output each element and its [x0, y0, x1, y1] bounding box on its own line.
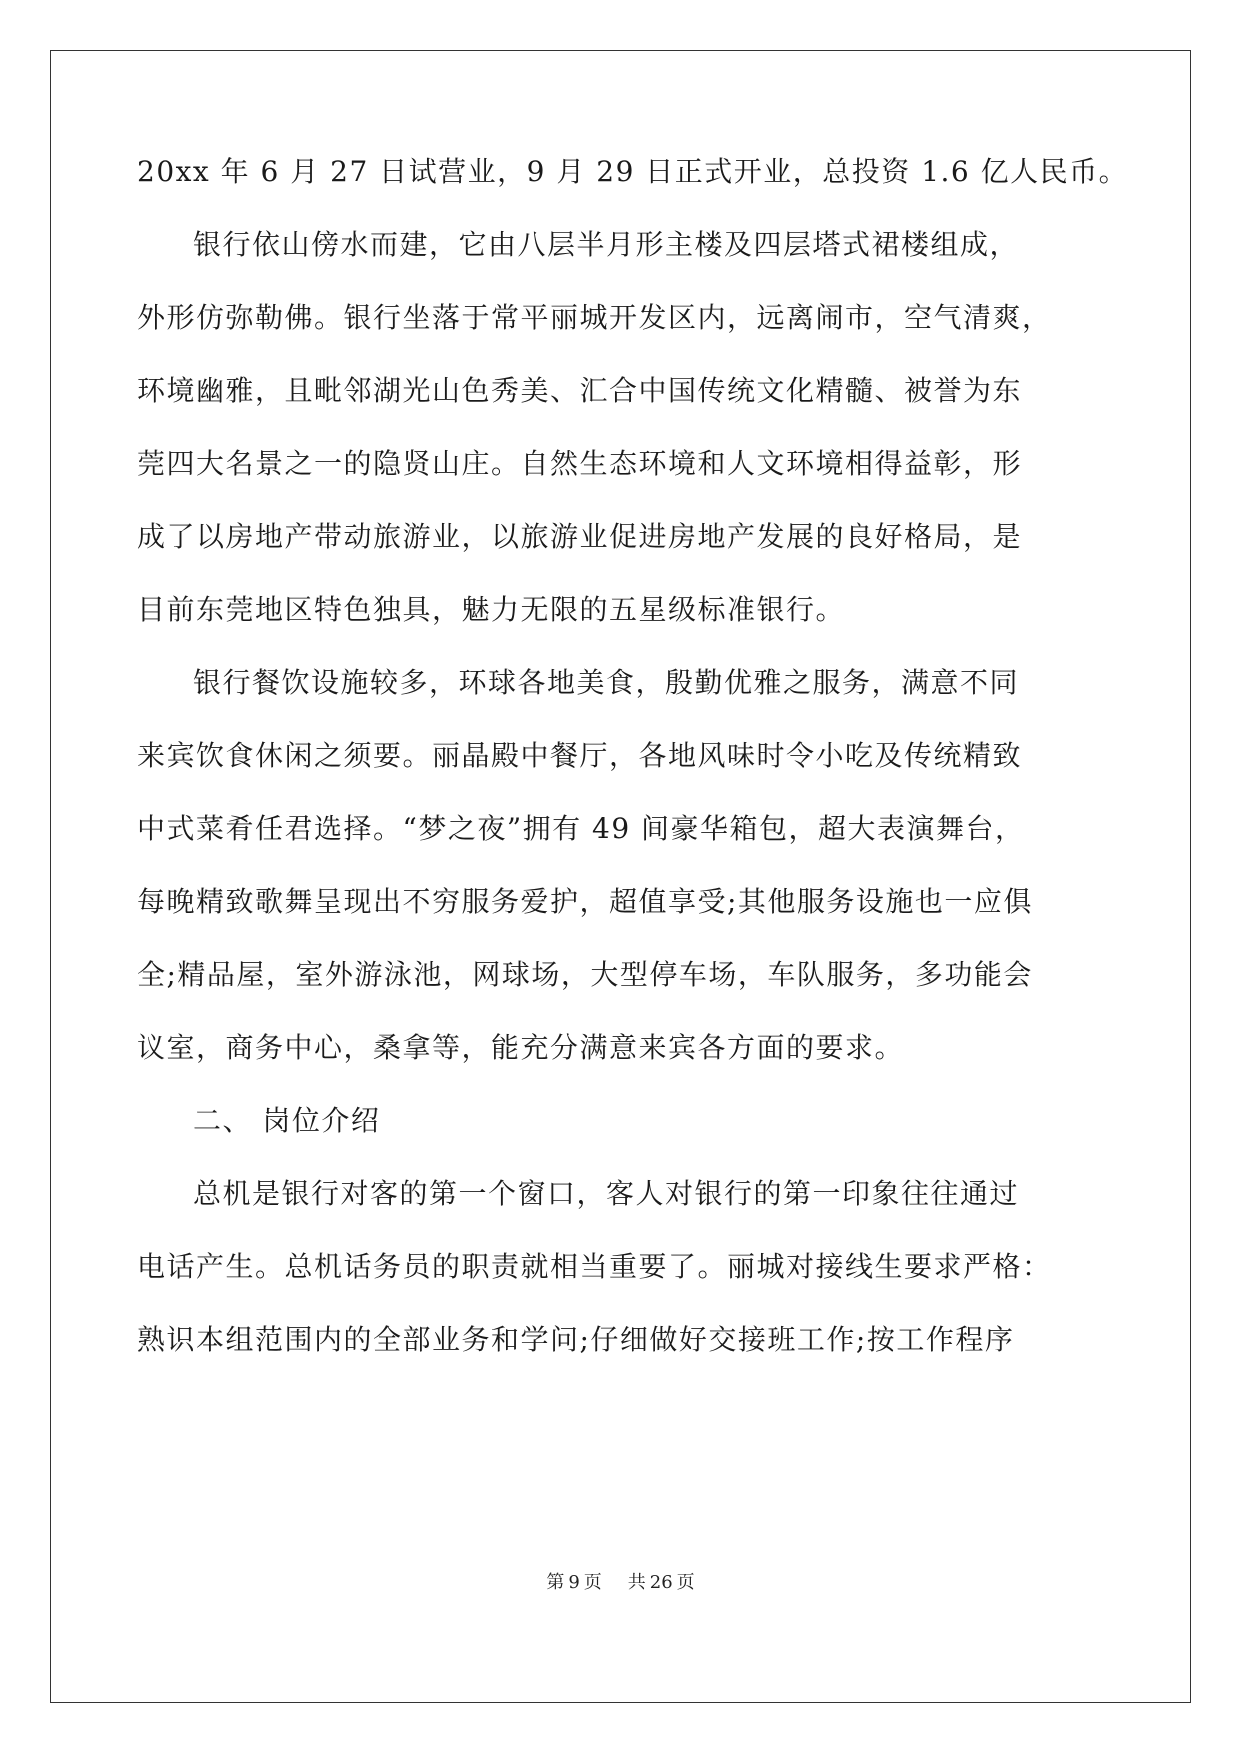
- section-heading: 二、 岗位介绍: [193, 1104, 381, 1137]
- text-line: 中式菜肴任君选择。“梦之夜”拥有 49 间豪华箱包，超大表演舞台，: [137, 812, 1025, 845]
- page-unit: 页: [583, 1572, 602, 1593]
- total-prefix: 共: [627, 1572, 646, 1593]
- page-prefix: 第: [546, 1572, 565, 1593]
- text-line: 外形仿弥勒佛。银行坐落于常平丽城开发区内，远离闹市，空气清爽，: [137, 301, 1052, 334]
- text-line: 来宾饮食休闲之须要。丽晶殿中餐厅，各地风味时令小吃及传统精致: [137, 739, 1023, 772]
- text-line: 莞四大名景之一的隐贤山庄。自然生态环境和人文环境相得益彰，形: [137, 447, 1023, 480]
- text-line: 成了以房地产带动旅游业，以旅游业促进房地产发展的良好格局，是: [137, 520, 1023, 553]
- paragraph-start-line: 银行依山傍水而建，它由八层半月形主楼及四层塔式裙楼组成，: [193, 228, 1020, 261]
- text-line: 20xx 年 6 月 27 日试营业，9 月 29 日正式开业，总投资 1.6 亿人民币。: [137, 155, 1129, 188]
- text-line: 全;精品屋，室外游泳池，网球场，大型停车场，车队服务，多功能会: [137, 958, 1033, 991]
- page-number: 9: [568, 1572, 580, 1593]
- text-line: 环境幽雅，且毗邻湖光山色秀美、汇合中国传统文化精髓、被誉为东: [137, 374, 1023, 407]
- paragraph-start-line: 银行餐饮设施较多，环球各地美食，殷勤优雅之服务，满意不同: [193, 666, 1020, 699]
- text-line: 议室，商务中心，桑拿等，能充分满意来宾各方面的要求。: [137, 1031, 905, 1064]
- text-line: 熟识本组范围内的全部业务和学问;仔细做好交接班工作;按工作程序: [137, 1323, 1015, 1356]
- paragraph-start-line: 总机是银行对客的第一个窗口，客人对银行的第一印象往往通过: [193, 1177, 1020, 1210]
- page-footer: [0, 1571, 1241, 1595]
- text-line: 电话产生。总机话务员的职责就相当重要了。丽城对接线生要求严格：: [137, 1250, 1052, 1283]
- text-line: 每晚精致歌舞呈现出不穷服务爱护，超值享受;其他服务设施也一应俱: [137, 885, 1033, 918]
- text-line: 目前东莞地区特色独具，魅力无限的五星级标准银行。: [137, 593, 846, 626]
- total-unit: 页: [676, 1572, 695, 1593]
- page-total: 26: [649, 1572, 673, 1593]
